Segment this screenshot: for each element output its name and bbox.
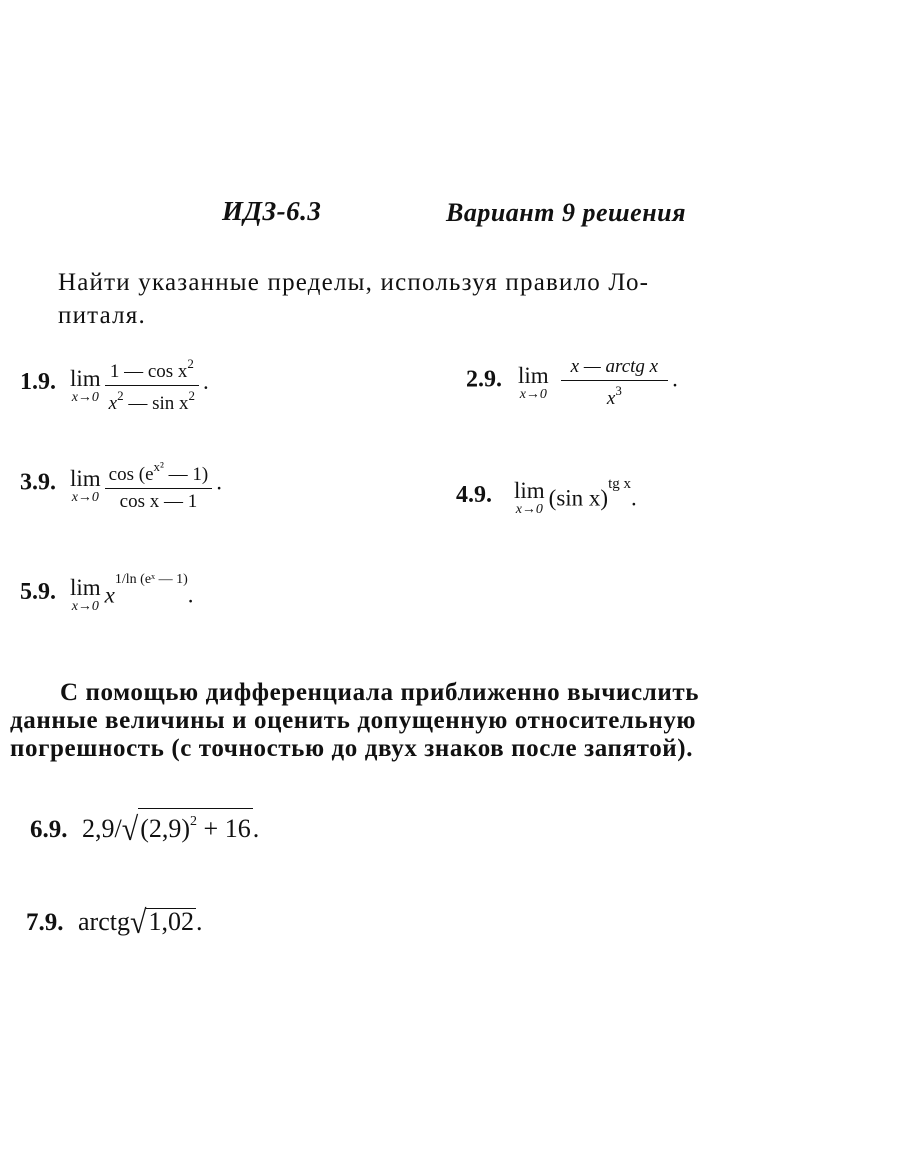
problem-1-9: 1.9. lim x→0 $\frac{1 — \cos x^2}{x^2 — \sin x^2}$ . — [20, 356, 209, 414]
problem-6-9: 6.9. $2,9/√(2,9)^2 + 16$. — [30, 808, 259, 847]
problem-5-9: 5.9. lim x→0 x1/ln (eˣ — 1). — [20, 572, 194, 615]
radical-sign: √ — [129, 904, 147, 941]
instruction-2-line3: погрешность (с точностью до двух знаков после запятой). — [10, 735, 694, 762]
problem-4-9: 4.9. lim x→0 (sin x)tg x. — [456, 476, 637, 518]
radicand: 1,02 — [148, 907, 194, 936]
limit-operator: lim x→0 — [514, 478, 545, 518]
doc-code: ИДЗ-6.3 — [222, 196, 322, 226]
problem-3-9: 3.9. lim x→0 $\frac{\cos (e^{x^2} — 1)}{\text{cos x — 1}}$ . — [20, 459, 222, 512]
problem-number: 3.9. — [20, 469, 56, 496]
instruction-1-line1: Найти указанные пределы, используя правило Ло- — [58, 269, 650, 296]
problem-7-9: 7.9. arctg√1,02. — [26, 904, 203, 941]
instruction-2 — [10, 679, 890, 763]
problem-2-9: 2.9. lim x→0 $\frac{\text{x — arctg x}}{x^3}$ . — [466, 356, 678, 409]
limit-operator: lim x→0 — [70, 365, 101, 405]
limit-operator: lim x→0 — [70, 466, 101, 505]
instruction-2-line2: данные величины и оценить допущенную относительную — [10, 707, 697, 734]
fraction: $\frac{1 — \cos x^2}{x^2 — \sin x^2}$ — [105, 356, 199, 415]
instruction-1-line2: питаля. — [58, 302, 146, 329]
radicand: $(2,9)^2 + 16$ — [138, 808, 253, 842]
problem-number: 1.9. — [20, 369, 56, 396]
fraction: $\frac{\text{x — arctg x}}{x^3}$ — [561, 356, 668, 410]
limit-operator: lim x→0 — [70, 575, 101, 615]
problem-number: 2.9. — [466, 366, 502, 393]
instruction-2-line1: С помощью дифференциала приближенно вычислить — [60, 679, 700, 706]
limit-operator: lim x→0 — [518, 363, 549, 402]
radical-sign: √ — [121, 811, 139, 848]
fraction: $\frac{\cos (e^{x^2} — 1)}{\text{cos x — 1}}$ — [105, 459, 213, 513]
instruction-1 — [58, 266, 818, 332]
problem-number: 5.9. — [20, 579, 56, 605]
problem-number: 4.9. — [456, 482, 492, 508]
problem-number: 6.9. — [30, 816, 68, 843]
problem-number: 7.9. — [26, 909, 64, 936]
variant-title: Вариант 9 решения — [446, 198, 686, 227]
